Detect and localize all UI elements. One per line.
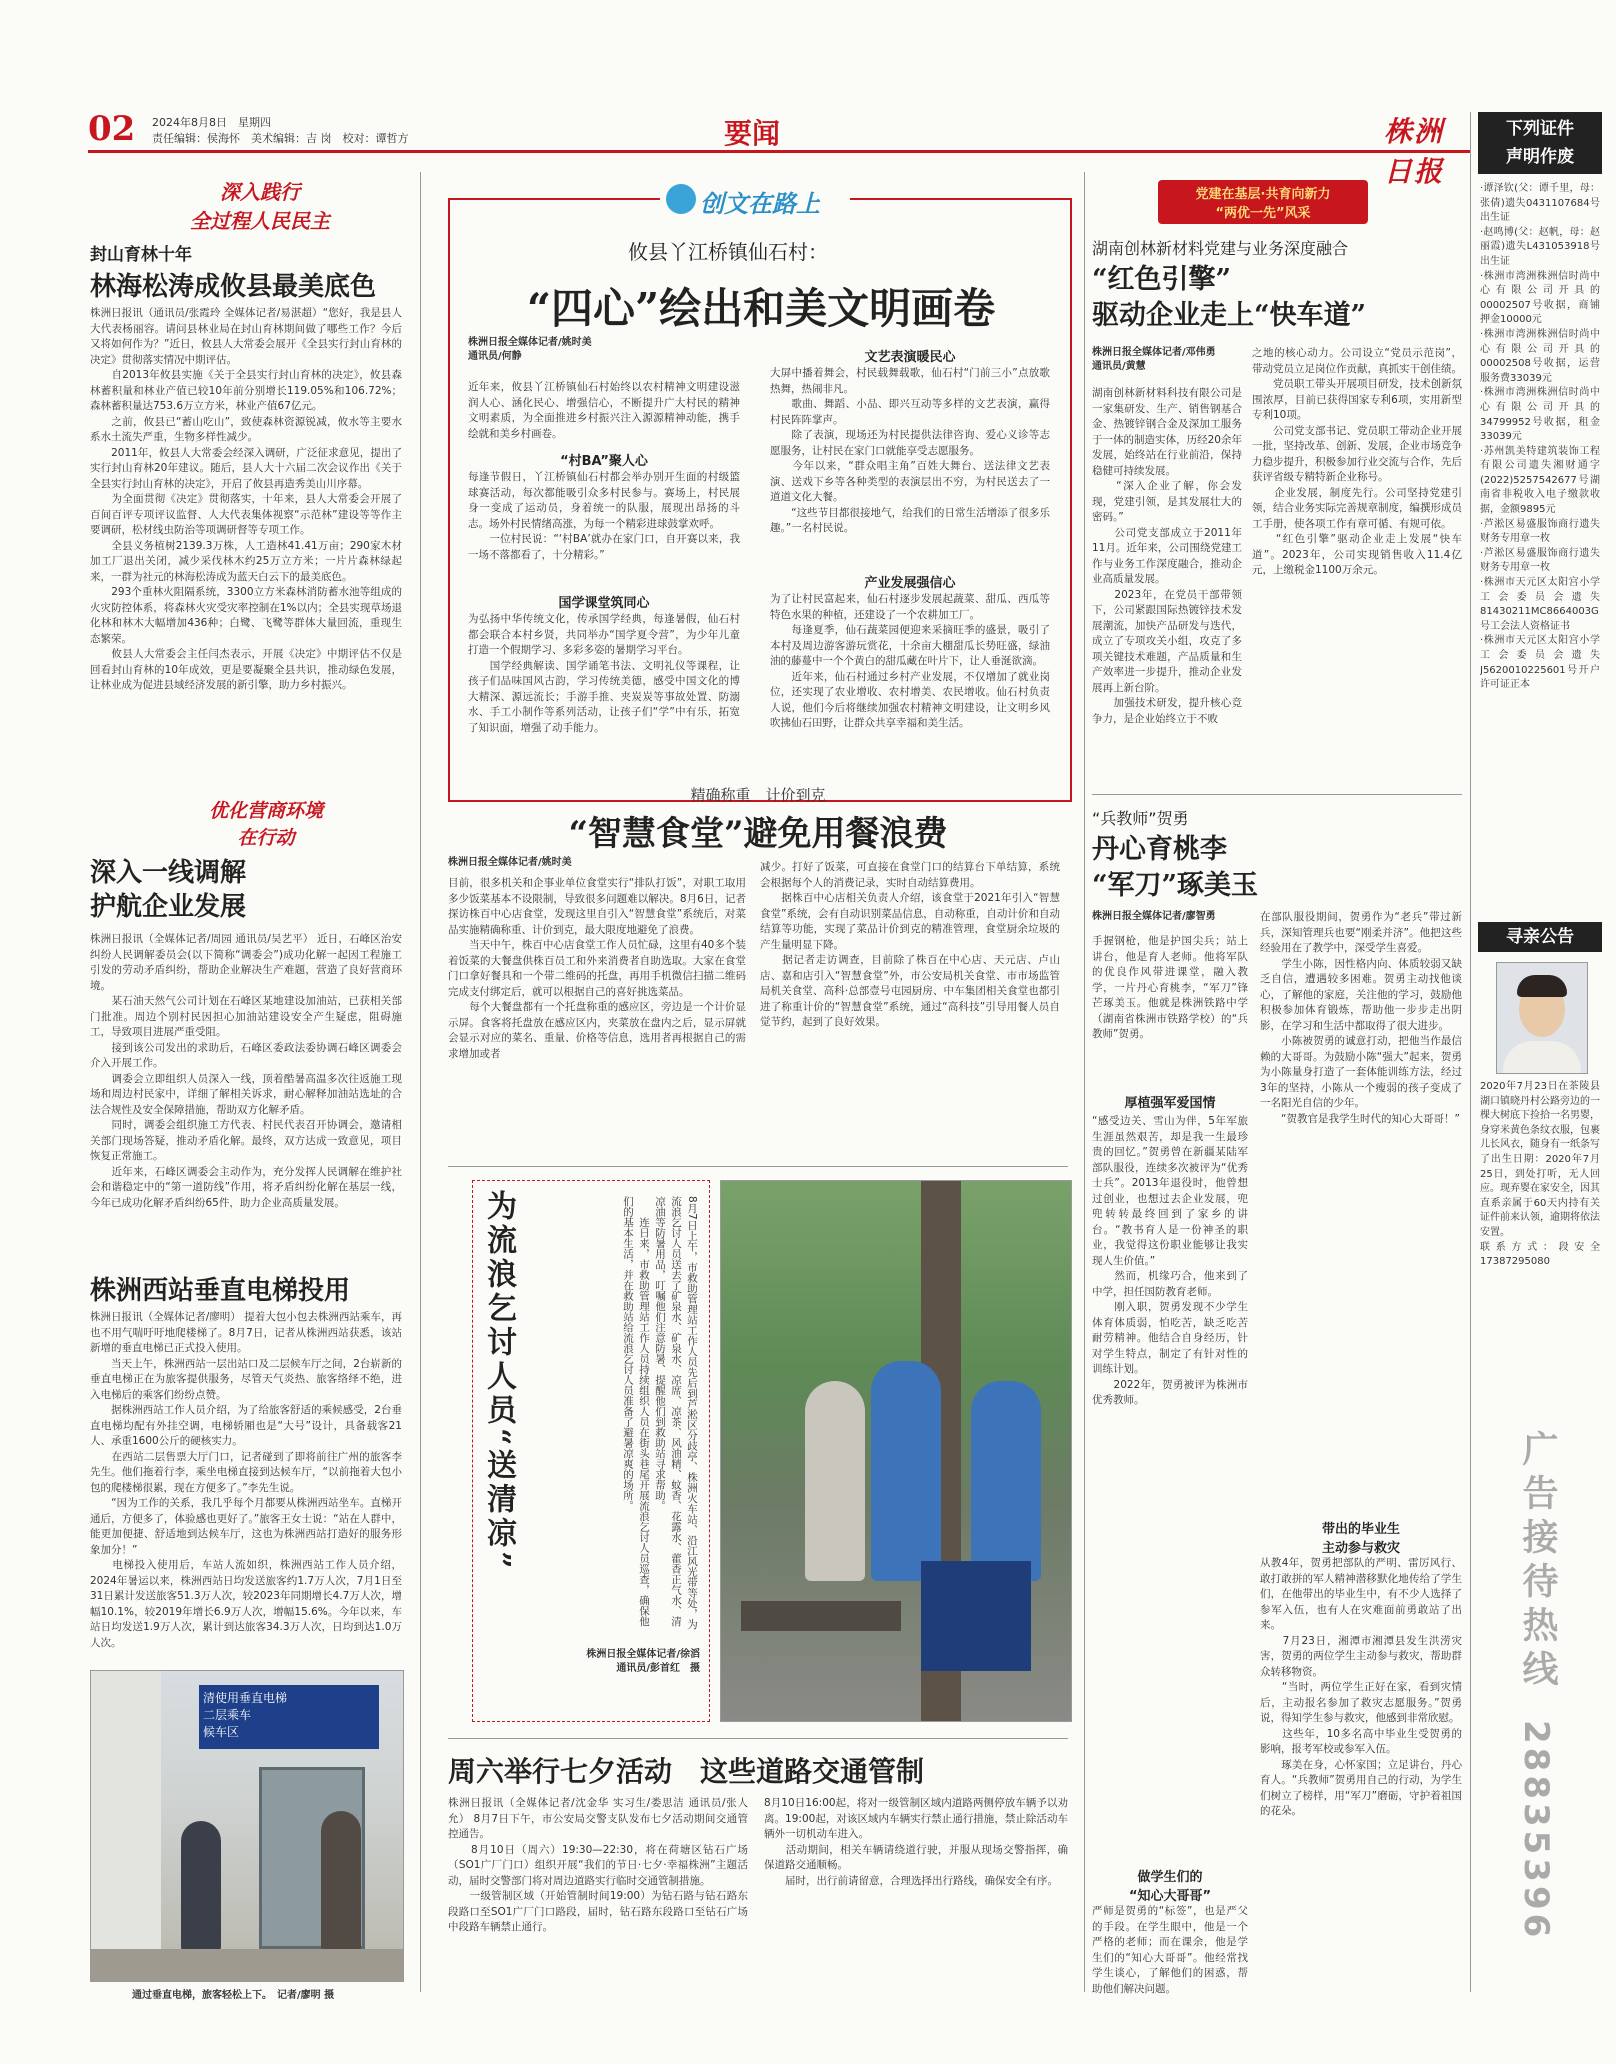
title-line: 丹心育桃李	[1092, 834, 1227, 865]
article-kicker: “兵教师”贺勇	[1092, 809, 1189, 828]
title-line: 护航企业发展	[90, 892, 247, 922]
article-body: 株洲日报讯（全媒体记者/周园 通讯员/吴艺平） 近日，石峰区治安纠纷人民调解委员会(以下简称“调委会”)成功化解一起因工程施工引发的劳动矛盾纠纷，帮助企业解决生产难题，营造了良好营商环境。 某石油天然气公司计划在石峰区某地建设加油站，已获相关部门批准。周边个别村民因担心加油站建设安全产生疑虑，阻碍施工，导致项目进展严重受阻。 接到该公司发出的求助后，石峰区委政法委协调石峰区调委会介入开展工作。 调委会立即组织人员深入一线，顶着酷暑高温多次往返施工现场和周边村民家中，详细了解相关诉求，耐心解释加油站选址的合法合规性及安全保障措施，帮助双方化解矛盾。 同时，调委会组织施工方代表、村民代表召开协调会，邀请相关部门现场答疑，推动矛盾化解。最终，双方达成一致意见，项目恢复正常施工。 近年来，石峰区调委会主动作为，充分发挥人民调解在维护社会和谐稳定中的“第一道防线”作用，将矛盾纠纷化解在基层一线，今年已成功化解矛盾纠纷65件，助力企业高质量发展。	[90, 933, 402, 1209]
party-banner	[1158, 180, 1368, 224]
subheading: “村BA”聚人心	[560, 454, 648, 469]
article-body: 株洲日报讯（全媒体记者/廖明） 提着大包小包去株洲西站乘车，再也不用气喘吁吁地爬楼梯了。8月7日，记者从株洲西站获悉，该站新增的垂直电梯已正式投入使用。 当天上午，株洲西站一层出站口及二层候车厅之间，2台崭新的垂直电梯正在为旅客提供服务，尽管天气炎热、旅客络绎不绝，进入电梯后的乘客们纷纷点赞。 据株洲西站工作人员介绍，为了给旅客舒适的乘候感受，2台垂直电梯均配有外挂空调，电梯轿厢也是“大号”设计，具备载客21人、承重1600公斤的硬核实力。 在西站二层售票大厅门口，记者碰到了即将前往广州的旅客李先生。他们拖着行李，乘坐电梯直接到达候车厅，“以前拖着大包小包的爬楼梯很累，现在方便多了。”李先生说。 “因为工作的关系，我几乎每个月都要从株洲西站坐车。直梯开通后，方便多了，体验感也更好了。”旅客王女士说：“站在人群中，能更加便捷、舒适地到达候车厅，这也为株洲西站打造好的服务形象加分！” 电梯投入使用后，车站人流如织，株洲西站工作人员介绍，2024年暑运以来，株洲西站日均发送旅客约1.7万人次，7月1日至31日累计发送旅客51.3万人次，较2023年同期增长4.7万人次，增幅10.1%，较2019年增长6.9万人次，增幅15.6%。今年以来，车站日均发送1.9万人次，累计到达旅客34.3万人次，日均到达1.0万人次。	[90, 1311, 402, 1649]
station-sign	[199, 1685, 379, 1749]
article-body: 株洲日报讯（通讯员/张霞玲 全媒体记者/易湛超）“您好，我是县人大代表杨丽容。请问县林业局在封山育林期间做了哪些工作？今后又将如何作为？”近日，攸县人大常委会展开《全县实行封山育林的决定》贯彻落实情况中期评估。 自2013年攸县实施《关于全县实行封山育林的决定》，攸县森林蓄积量和林业产值已较10年前分别增长119.05%和106.72%；森林蓄积量达753.6万立方米，林业产值67亿元。 之前，攸县已“蓄山吃山”，致使森林资源锐减，攸水等主要水系水土流失严重，生物多样性减少。 2011年，攸县人大常委会经深入调研，广泛征求意见，提出了实行封山育林20年建议。随后，县人大十六届二次会议作出《关于全县实行封山育林的决定》，开启了攸县再造秀美山川序幕。 为全面贯彻《决定》贯彻落实，十年来，县人大常委会开展了百间百评专项评议监督、人大代表集体视察“示范林”建设等等作主要调研，松材线虫防治等项调研督等专项工作。 全县义务植树2139.3万株，人工造林41.41万亩；290家木材加工厂退出关闭，减少采伐林木约25万立方米；一片片森林绿起来，一群为社元的林海松涛成为蓝天白云下的最美底色。 293个重林火阻隔系统，3300立方米森林消防蓄水池等组成的火灾防控体系，将森林火灾受灾率控制在1%以内；全县实现草场退化林和林木大幅增加436种；白鹭、飞鹭等群体大量回流，重现生态繁荣。 攸县人大常委会主任闫杰表示，开展《决定》中期评估不仅是回看封山育林的10年成效，更是要凝聚全县共识，推动绿色发展，让林业成为促进县域经济发展的新引擎，助力乡村振兴。	[90, 307, 402, 691]
supply-bag	[921, 1561, 1031, 1671]
article-body: 为了让村民富起来，仙石村逐步发展起蔬菜、甜瓜、西瓜等特色水果的种植，还建设了一个农耕加工厂。 每逢夏季，仙石蔬菜园便迎来采摘旺季的盛景，吸引了本村及周边游客游玩赏花，十余亩大棚甜瓜长势旺盛，绿油油的藤蔓中一个个黄白的甜瓜藏在叶片下，让人垂涎欲滴。 近年来，仙石村通过乡村产业发展，不仅增加了就业岗位，还实现了农业增收、农村增美、农民增收。仙石村负责人说，他们今后将继续加强农村精神文明建设，让文明乡风吹拂仙石田野，让群众共享幸福和美生活。	[770, 593, 1050, 729]
title-line: “军刀”琢美玉	[1092, 870, 1259, 901]
article-title: 周六举行七夕活动 这些道路交通管制	[448, 1755, 925, 1788]
page-number: 02	[88, 109, 136, 149]
byline: 株洲日报全媒体记者/廖智勇	[1092, 911, 1216, 922]
missing-body: 2020年7月23日在茶陵县湖口镇晓丹村公路旁边的一棵大树底下捡拾一名男婴，身穿米黄色条纹衣服，包裹儿长风衣，随身有一纸条写了出生日期：2020年7月25日，到处打听，无人回应。现弃婴在家安全，因其直系亲属于60天内持有关证件前来认领，逾期将依法安置。 联系方式：段安全17387295080	[1480, 1081, 1600, 1268]
ad-hotline-label: 广告接待热线	[1517, 1430, 1558, 1694]
section-title: 要闻	[724, 117, 781, 150]
article-body: 近年来，攸县丫江桥镇仙石村始终以农村精神文明建设滋润人心、涵化民心、增强信心，不断提升广大村民的精神文明素质，为全面推进乡村振兴注入源源精神动能，携手绘就和美乡村画卷。	[468, 381, 740, 440]
station-column	[91, 1671, 161, 1981]
article-title: “智慧食堂”避免用餐浪费	[568, 814, 948, 854]
tag-line: 优化营商环境	[208, 800, 323, 822]
tag-line: 深入践行	[220, 180, 300, 204]
notices-header: 下列证件 声明作废	[1478, 112, 1602, 174]
bench	[741, 1601, 901, 1631]
subheading: 厚植强军爱国情	[1124, 1096, 1216, 1111]
subheading: 做学生们的 “知心大哥哥”	[1128, 1870, 1212, 1904]
notices-body: ·谭泽钦(父：谭千里，母：张倩)遗失0431107684号出生证 ·赵鸣博(父：赵帆，母：赵丽霞)遗失L431053918号出生证 ·株洲市湾洲株洲信时尚中心有限公司开具的00002507号收据，商铺押金10000元 ·株洲市湾洲株洲信时尚中心有限公司开具的00002508号收据，运营服务费33039元 ·株洲市湾洲株洲信时尚中心有限公司开具的34799952号收据，租金33039元 ·苏州凯美特建筑装饰工程有限公司遗失湘财通字(2022)5257542677号湖南省非税收入电子缴款收据，金额9895元 ·芦淞区易盛服饰商行遗失财务专用章一枚 ·芦淞区易盛服饰商行遗失财务专用章一枚 ·株洲市天元区太阳宫小学工会委员会遗失81430211MC8664003G号工会法人资格证书 ·株洲市天元区太阳宫小学工会委员会遗失J5620010225601号开户许可证正本	[1480, 183, 1600, 691]
child-shirt	[1503, 1041, 1581, 1074]
floor	[91, 1949, 403, 1981]
ad-hotline-number: 28835396	[1516, 1720, 1556, 1942]
child-hair	[1517, 975, 1567, 997]
tag-business-environment	[196, 796, 336, 850]
editors-line: 责任编辑：侯海怀 美术编辑：吉 岗 校对：谭哲方	[152, 132, 409, 145]
article-body: 每逢节假日，丫江桥镇仙石村都会举办别开生面的村级篮球赛活动，每次都能吸引众多村民参与。赛场上，村民展身一变成了运动员，身着统一的队服，展现出昂扬的斗志。场外村民情绪高涨，为每一个精彩进球鼓掌欢呼。 一位村民说：“‘村BA’就办在家门口，自开赛以来，我一场不落都看了，十分精彩。”	[468, 471, 740, 561]
page-header	[88, 109, 1470, 188]
sign-text: 二层乘车	[203, 1708, 252, 1722]
section-divider	[1092, 794, 1462, 795]
relief-photo	[720, 1180, 1072, 1722]
sign-text: 清使用垂直电梯	[203, 1691, 288, 1705]
article-body: 手握钢枪，他是护国尖兵；站上讲台，他是育人老师。他将军队的优良作风带进课堂，融入教学，一片丹心育桃李，“军刀”锋芒琢美玉。他就是株洲铁路中学（湖南省株洲市铁路学校）的“兵教师”贺勇。	[1092, 935, 1248, 1040]
tag-people-democracy	[150, 176, 370, 234]
photo-story-title: 为流浪乞讨人员“送清凉”	[481, 1190, 516, 1573]
article-body: 减少。打好了饭菜，可直接在食堂门口的结算台下单结算，系统会根据每个人的消费记录，实时自动结算费用。 据株百中心店相关负责人介绍，该食堂于2021年引入“智慧食堂”系统，会有自动识别菜品信息，自动称重，自动计价和自动结算等功能，实现了菜品计价到克的精准管理，食堂厨余垃圾的产生量明显下降。 据记者走访调查，目前除了株百在中心店、天元店、卢山店、嘉和店引入“智慧食堂”外，市公安局机关食堂、市市场监管局机关食堂、高科·总部壹号屯园厨房、中车集团相关食堂也都引进了称重计价的“智慧食堂”系统，通过“高科技”引导用餐人员自觉节约，起到了良好效果。	[760, 861, 1060, 1028]
missing-header: 寻亲公告	[1478, 922, 1602, 952]
missing-child-photo	[1496, 962, 1588, 1074]
paper-name-logo: 株洲日报	[1384, 115, 1445, 188]
article-kicker: 精确称重 计价到克	[690, 786, 826, 804]
banner-text: 创文在路上	[700, 190, 820, 218]
banner-text: 党建在基层·共育向新力	[1195, 187, 1331, 202]
station-elevator-photo	[90, 1670, 404, 1982]
subheading: 国学课堂筑同心	[558, 596, 650, 611]
passenger-figure	[181, 1821, 221, 1951]
article-title: 林海松涛成攸县最美底色	[90, 272, 377, 302]
feature-kicker: 攸县丫江桥镇仙石村：	[628, 240, 828, 264]
article-body: 8月10日16:00起，将对一级管制区域内道路两侧停放车辆予以劝离。19:00起，对该区域内车辆实行禁止通行措施，禁止除活动车辆外一切机动车进入。 活动期间，相关车辆请绕道行驶，并服从现场交警指挥，确保道路交通顺畅。 届时，出行前请留意，合理选择出行路线，确保安全有序。	[764, 1797, 1068, 1887]
section-divider	[448, 1738, 1068, 1739]
sign-text: 候车区	[203, 1725, 240, 1739]
column-divider	[1084, 172, 1085, 1992]
title-line: 驱动企业走上“快车道”	[1092, 300, 1367, 331]
tag-line: 全过程人民民主	[190, 209, 330, 233]
byline: 株洲日报全媒体记者/姚时美 通讯员/何静	[468, 337, 592, 362]
article-title	[90, 856, 246, 924]
article-body: “感受边关、雪山为伴，5年军旅生涯虽然艰苦，却是我一生最珍贵的回忆。”贺勇曾在新疆某陆军部队服役，连续多次被评为“优秀士兵”。2013年退役时，他曾想过创业，也想过去企业发展，兜兜转转最终回到了家乡的讲台。“教书育人是一份神圣的职业，我觉得这份职业能够让我实现人生价值。” 然而，机缘巧合，他来到了中学，担任国防教育老师。 刚入职，贺勇发现不少学生体育体质弱，怕吃苦，缺乏吃苦耐劳精神。他结合自身经历，针对学生特点，制定了有针对性的训练计划。 2022年，贺勇被评为株洲市优秀教师。	[1092, 1115, 1248, 1406]
article-body: 湖南创林新材料科技有限公司是一家集研发、生产、销售钢基合金、热镀锌钢合金及深加工服务于一体的制造实体，历经20余年发展，始终站在行业前沿，保持稳健可持续发展。 “深入企业了解，你会发现，党建引领，是其发展壮大的密码。” 公司党支部成立于2011年11月。近年来，公司围绕党建工作与业务工作深度融合，推动企业高质量发展。 2023年，在党员干部带领下，公司紧跟国际热镀锌技术发展潮流，加快产品研发与迭代，成立了专项攻关小组，攻克了多项关键技术难题，产品质量和生产效率进一步提升，推动企业发展再上新台阶。 加强技术研发，提升核心竞争力，是企业始终立于不败	[1092, 387, 1242, 725]
feature-banner	[660, 178, 850, 222]
article-body: 在部队服役期间，贺勇作为“老兵”带过新兵，深知管理兵也要“刚柔并济”。他把这些经验用在了教学中，深受学生喜爱。 学生小陈，因性格内向、体质较弱又缺乏自信，遭遇较多困难。贺勇主动找他谈心，了解他的家庭，关注他的学习，鼓励他积极参加体育锻炼，帮助他一步步走出阴影，在学习和生活中都取得了很大进步。 小陈被贺勇的诚意打动，把他当作最信赖的大哥哥。为鼓励小陈“强大”起来，贺勇为小陈量身打造了一套体能训练方法，经过3年的坚持，小陈从一个瘦弱的孩子变成了一名阳光自信的少年。 “贺教官是我学生时代的知心大哥哥！”	[1260, 911, 1462, 1125]
feature-title: “四心”绘出和美文明画卷	[526, 284, 996, 333]
article-kicker: 封山育林十年	[90, 245, 192, 265]
article-body: 大屏中播着舞会，村民载舞载歌，仙石村“门前三小”点放歌热舞，热闹非凡。 歌曲、舞蹈、小品、即兴互动等多样的文艺表演，赢得村民阵阵掌声。 除了表演，现场还为村民提供法律咨询、爱心义诊等志愿服务，让村民在家门口就能享受志愿服务。 今年以来，“群众唱主角”百姓大舞台、送法律文艺表演、送戏下乡等各种类型的表演层出不穷，为村民送去了一道道文化大餐。 “这些节目都很接地气，给我们的日常生活增添了很多乐趣。”一名村民说。	[770, 367, 1050, 534]
subheading: 带出的毕业生 主动参与救灾	[1321, 1522, 1400, 1556]
section-divider	[448, 1166, 1068, 1167]
person-figure	[805, 1381, 865, 1581]
title-line: 深入一线调解	[90, 858, 247, 888]
photo-caption: 通过垂直电梯，旅客轻松上下。 记者/廖明 摄	[132, 1990, 335, 2001]
byline: 株洲日报全媒体记者/邓伟勇 通讯员/黄慧	[1092, 347, 1216, 372]
banner-text: “两优一先”风采	[1215, 206, 1311, 221]
article-kicker: 湖南创林新材料党建与业务深度融合	[1092, 239, 1349, 258]
article-body: 从教4年，贺勇把部队的严明、雷厉风行、敢打敢拼的军人精神潜移默化地传给了学生们，在他带出的毕业生中，有不少人选择了参军入伍，也有人在灾难面前勇敢站了出来。 7月23日，湘潭市湘潭县发生洪涝灾害，贺勇的两位学生主动参与救灾，帮助群众转移物资。 “当时，两位学生正好在家，看到灾情后，主动报名参加了救灾志愿服务。”贺勇说，得知学生参与救灾，他感到非常欣慰。 这些年，10多名高中毕业生受贺勇的影响，报考军校或参军入伍。 琢美在身，心怀家国；立足讲台，丹心育人。“兵教师”贺勇用自己的行动，为学生们树立了榜样，用“军刀”磨砺，守护着祖国的花朵。	[1260, 1557, 1462, 1817]
article-body: 之地的核心动力。公司设立“党员示范岗”，带动党员立足岗位作贡献，真抓实干创佳绩。 党员职工带头开展项目研发，技术创新氛围浓厚，目前已获得国家专利6项，实用新型专利10项。 公司党支部书记、党员职工带动企业开展一批，坚持改革、创新、发展，企业市场竞争力稳步提升，积极参加行业交流与合作，先后获评省级专精特新企业称号。 企业发展，制度先行。公司坚持党建引领，结合业务实际完善规章制度，编撰形成员工手册，使各项工作有章可循、有规可依。 “红色引擎”驱动企业走上发展“快车道”。2023年，公司实现销售收入11.4亿元，上缴税金1100万余元。	[1252, 347, 1462, 576]
article-body: 严师是贺勇的“标签”，也是严父的手段。在学生眼中，他是一个严格的老师；而在课余，他是学生们的“知心大哥哥”。他经常找学生谈心，了解他们的困惑，帮助他们解决问题。	[1092, 1905, 1248, 1994]
article-title	[1092, 262, 1366, 334]
column-divider	[1470, 112, 1471, 1992]
photo-credit: 株洲日报全媒体记者/徐滔 通讯员/彭首红 摄	[586, 1649, 700, 1674]
subheading: 产业发展强信心	[864, 576, 956, 591]
article-body: 为弘扬中华传统文化，传承国学经典，每逢暑假，仙石村都会联合本村乡贤，共同举办“国学夏令营”，为少年儿童打造一个假期学习、多彩多姿的暑期学习平台。 国学经典解读、国学诵笔书法、文明礼仪等课程，让孩子们品味国风古韵，学习传统美德，感受中国文化的博大精深、源远流长；手游手推、夹炭炭等事故处置、防溺水、手工小制作等系列活动，让孩子们“学”中有乐，拓宽了知识面，增强了动手能力。	[468, 613, 740, 734]
photo-story-body: 8月7日上午，市救助管理站工作人员先后到芦淞区分歧亭、株洲火车站、沿江风光带等处，为流浪乞讨人员送去了矿泉水、矿泉水、凉席、凉茶、风油精、蚊香、花露水、藿香正气水、清凉油等防暑用品，叮嘱他们注意防暑、提醒他们到救助站寻求帮助。 连日来，市救助管理站工作人员持续组织人员在街头巷尾开展流浪乞讨人员巡查，确保他们的基本生活，并在救助站给流浪乞讨人员准备了避暑凉爽的场所。	[622, 1196, 698, 1630]
article-body: 目前，很多机关和企事业单位食堂实行“排队打饭”，对职工取用多少饭菜基本不设限制，导致很多问题难以解决。8月6日，记者探访株百中心店食堂，发现这里自引入“智慧食堂”系统后，对菜品实施精确称重、计价到克，最大限度地避免了浪费。 当天中午，株百中心店食堂工作人员忙碌，这里有40多个装着饭菜的大餐盘供株百员工和外来消费者自助选取。大家在食堂门口拿好餐具和一个带二维码的托盘，再用手机微信扫描二维码完成支付绑定后，就可以根据自己的喜好挑选菜品。 每个大餐盘都有一个托盘称重的感应区，旁边是一个计价显示屏。食客将托盘放在感应区内，夹菜放在盘内之后，显示屏就会显示对应的菜名、重量、价格等信息，选用者再根据自己的需求增加或者	[448, 877, 746, 1060]
tag-line: 在行动	[237, 827, 295, 849]
header-rule	[88, 150, 1470, 153]
byline: 株洲日报全媒体记者/姚时美	[448, 857, 572, 868]
passenger-figure	[321, 1811, 361, 1951]
runner-icon	[666, 184, 696, 214]
title-line: “红色引擎”	[1092, 264, 1232, 295]
volunteer-figure	[871, 1361, 941, 1581]
article-body: 株洲日报讯（全媒体记者/沈金华 实习生/娄思洁 通讯员/张人允） 8月7日下午，市公安局交警支队发布七夕活动期间交通管控通告。 8月10日（周六）19:30—22:30，将在荷塘区钻石广场（SO1广厂门口）组织开展“我们的节日·七夕·幸福株洲”主题活动，届时交警部门将对周边道路实行临时交通管制措施。 一级管制区域（开始管制时间19:00）为钻石路与钻石路东段路口至SO1广厂门口路段，届时，钻石路东段路口至钻石广场中段路车辆禁止通行。	[448, 1797, 748, 1933]
column-divider	[420, 172, 421, 1992]
article-title: 株洲西站垂直电梯投用	[90, 1276, 351, 1306]
article-title	[1092, 832, 1258, 904]
issue-date: 2024年8月8日 星期四	[152, 116, 271, 129]
volunteer-figure	[971, 1381, 1041, 1581]
subheading: 文艺表演暖民心	[864, 350, 956, 365]
